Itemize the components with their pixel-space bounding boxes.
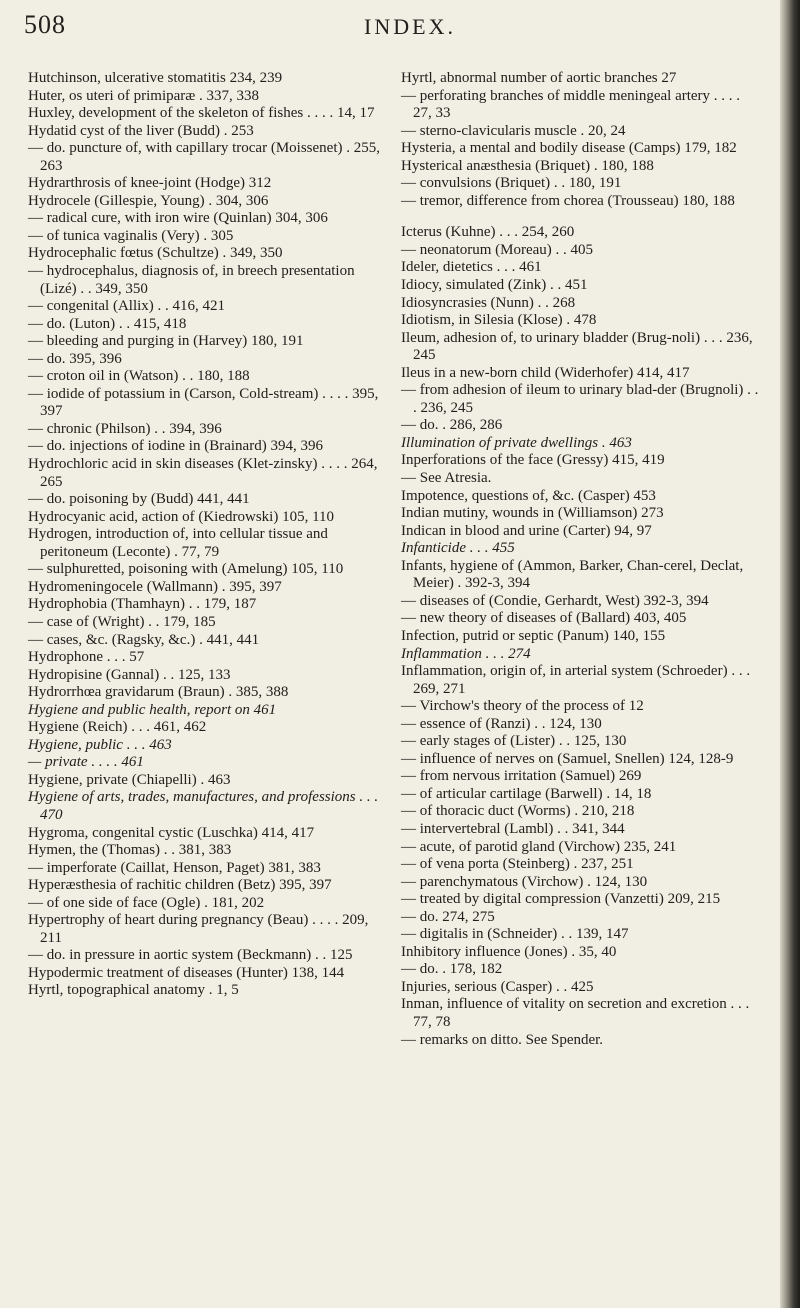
index-entry: Hyperæsthesia of rachitic children (Betz) 395, 397 [28, 877, 332, 894]
index-entry: Huter, os uteri of primiparæ . 337, 338 [28, 87, 260, 104]
index-entry: — imperforate (Caillat, Henson, Paget) 381, 383 [28, 859, 321, 876]
index-entry: — congenital (Allix) . . 416, 421 [28, 298, 226, 315]
index-entry: Hydrochloric acid in skin diseases (Klet-zinsky) . . . . 264, 265 [28, 456, 378, 490]
index-entry: Indican in blood and urine (Carter) 94, 97 [401, 522, 652, 539]
index-entry: — neonatorum (Moreau) . . 405 [401, 241, 594, 258]
index-entry: Hydropisine (Gannal) . . 125, 133 [28, 666, 231, 683]
index-entry: — do. poisoning by (Budd) 441, 441 [28, 491, 250, 508]
index-entry: Ileus in a new-born child (Widerhofer) 414, 417 [401, 364, 690, 381]
index-entry: Hutchinson, ulcerative stomatitis 234, 239 [28, 70, 283, 86]
index-entry: Hydrarthrosis of knee-joint (Hodge) 312 [28, 175, 272, 192]
index-entry: — convulsions (Briquet) . . 180, 191 [401, 175, 622, 192]
index-entry: Hysterical anæsthesia (Briquet) . 180, 188 [401, 157, 654, 174]
index-entry: — cases, &c. (Ragsky, &c.) . 441, 441 [28, 631, 260, 648]
index-entry: Hygiene of arts, trades, manufactures, and professions . . . 470 [28, 789, 379, 823]
index-entry: — do. in pressure in aortic system (Beckmann) . . 125 [28, 947, 353, 964]
section-gap [401, 210, 759, 224]
index-entry: Inperforations of the face (Gressy) 415, 419 [401, 452, 665, 469]
index-entry: Infection, putrid or septic (Panum) 140, 155 [401, 627, 666, 644]
index-entry: — do. puncture of, with capillary trocar (Moissenet) . 255, 263 [28, 140, 380, 174]
index-column-right [401, 70, 759, 1049]
index-entry: — do. (Luton) . . 415, 418 [28, 315, 187, 332]
index-entry: Hydatid cyst of the liver (Budd) . 253 [28, 122, 254, 139]
index-entry: — essence of (Ranzi) . . 124, 130 [401, 715, 602, 732]
index-entry: Inflammation, origin of, in arterial system (Schroeder) . . . 269, 271 [401, 663, 751, 697]
index-entry: — iodide of potassium in (Carson, Cold-stream) . . . . 395, 397 [28, 385, 379, 420]
index-entry: — case of (Wright) . . 179, 185 [28, 613, 216, 630]
index-entry: Infants, hygiene of (Ammon, Barker, Chan-cerel, Declat, Meier) . 392-3, 394 [401, 557, 744, 592]
index-entry: — chronic (Philson) . . 394, 396 [28, 420, 222, 437]
index-entry: — perforating branches of middle meningeal artery . . . . 27, 33 [401, 87, 741, 122]
index-entry: Hypodermic treatment of diseases (Hunter) 138, 144 [28, 964, 345, 981]
index-entry: — intervertebral (Lambl) . . 341, 344 [401, 820, 625, 837]
index-entry: — of one side of face (Ogle) . 181, 202 [28, 894, 265, 911]
index-entry: Ileum, adhesion of, to urinary bladder (Brug-noli) . . . 236, 245 [401, 329, 753, 364]
index-entry: Illumination of private dwellings . 463 [401, 434, 632, 451]
index-entry: Hydrophobia (Thamhayn) . . 179, 187 [28, 596, 257, 613]
index-entry: Inhibitory influence (Jones) . 35, 40 [401, 943, 617, 960]
running-head: INDEX. [364, 14, 456, 39]
index-entry: Hydrocephalic fœtus (Schultze) . 349, 350 [28, 245, 283, 262]
index-entry: — influence of nerves on (Samuel, Snellen) 124, 128-9 [401, 750, 734, 767]
index-entry: Icterus (Kuhne) . . . 254, 260 [401, 224, 575, 241]
index-entry: — new theory of diseases of (Ballard) 403, 405 [401, 610, 687, 627]
index-entry: Hygiene and public health, report on 461 [28, 701, 277, 718]
index-entry: — of vena porta (Steinberg) . 237, 251 [401, 856, 634, 873]
index-entry: Hydrorrhœa gravidarum (Braun) . 385, 388 [28, 684, 289, 701]
index-entry: — radical cure, with iron wire (Quinlan) 304, 306 [28, 210, 328, 227]
index-entry: Hygiene, public . . . 463 [28, 736, 172, 753]
scan-binding-edge [780, 0, 800, 1308]
index-entry: — remarks on ditto. See Spender. [401, 1031, 604, 1048]
index-entry: — bleeding and purging in (Harvey) 180, 191 [28, 333, 304, 350]
index-entry: Hydromeningocele (Wallmann) . 395, 397 [28, 578, 282, 595]
index-entry: — parenchymatous (Virchow) . 124, 130 [401, 873, 648, 890]
index-entry: Hydrogen, introduction of, into cellular tissue and peritoneum (Leconte) . 77, 79 [28, 526, 328, 560]
index-entry: Hyrtl, topographical anatomy . 1, 5 [28, 982, 239, 999]
index-entry: Idiocy, simulated (Zink) . . 451 [401, 277, 588, 294]
page-number: 508 [24, 10, 66, 39]
index-entry: — of thoracic duct (Worms) . 210, 218 [401, 803, 635, 820]
index-entry: — private . . . . 461 [28, 754, 144, 771]
index-entry: — early stages of (Lister) . . 125, 130 [401, 733, 627, 750]
index-entry: Hypertrophy of heart during pregnancy (Beau) . . . . 209, 211 [28, 912, 369, 946]
index-entry: — do. 274, 275 [401, 908, 495, 925]
index-entry: Hydrocyanic acid, action of (Kiedrowski) 105, 110 [28, 508, 335, 525]
index-entry: — acute, of parotid gland (Virchow) 235, 241 [401, 838, 677, 855]
index-entry: — tremor, difference from chorea (Trousseau) 180, 188 [401, 192, 735, 209]
index-entry: Hysteria, a mental and bodily disease (Camps) 179, 182 [401, 140, 737, 157]
index-entry: — sulphuretted, poisoning with (Amelung) 105, 110 [28, 561, 344, 578]
index-entry: — do. . 178, 182 [401, 961, 503, 978]
index-entry: — do. 395, 396 [28, 350, 122, 367]
index-entry: Hygiene, private (Chiapelli) . 463 [28, 771, 231, 788]
index-entry: Hymen, the (Thomas) . . 381, 383 [28, 842, 232, 859]
index-entry: Hydrocele (Gillespie, Young) . 304, 306 [28, 192, 269, 209]
index-entry: — hydrocephalus, diagnosis of, in breech presentation (Lizé) . . 349, 350 [28, 263, 355, 297]
index-entry: — See Atresia. [401, 470, 492, 487]
index-entry: Inflammation . . . 274 [401, 645, 531, 662]
index-entry: Infanticide . . . 455 [401, 540, 515, 557]
index-entry: — sterno-clavicularis muscle . 20, 24 [401, 122, 626, 139]
index-entry: Idiosyncrasies (Nunn) . . 268 [401, 294, 576, 311]
index-entry: — of articular cartilage (Barwell) . 14, 18 [401, 785, 652, 802]
index-entry: Hygiene (Reich) . . . 461, 462 [28, 719, 207, 736]
index-entry: — from nervous irritation (Samuel) 269 [401, 768, 642, 785]
index-entry: — from adhesion of ileum to urinary blad-der (Brugnoli) . . . 236, 245 [401, 382, 759, 416]
index-entry: — do. . 286, 286 [401, 417, 503, 434]
index-entry: — diseases of (Condie, Gerhardt, West) 392-3, 394 [401, 592, 709, 609]
index-column-left [28, 70, 380, 1000]
index-entry: Hydrophone . . . 57 [28, 649, 145, 666]
index-entry: — of tunica vaginalis (Very) . 305 [28, 227, 234, 244]
index-entry: Hyrtl, abnormal number of aortic branches 27 [401, 70, 677, 86]
index-entry: Ideler, dietetics . . . 461 [401, 259, 542, 276]
index-entry: Injuries, serious (Casper) . . 425 [401, 978, 594, 995]
index-entry: Hygroma, congenital cystic (Luschka) 414, 417 [28, 824, 315, 841]
index-entry: Idiotism, in Silesia (Klose) . 478 [401, 312, 597, 329]
index-entry: Huxley, development of the skeleton of fishes . . . . 14, 17 [28, 105, 375, 122]
index-entry: Indian mutiny, wounds in (Williamson) 273 [401, 505, 664, 522]
index-entry: Impotence, questions of, &c. (Casper) 453 [401, 487, 656, 504]
index-entry: — do. injections of iodine in (Brainard) 394, 396 [28, 438, 323, 455]
index-entry: — croton oil in (Watson) . . 180, 188 [28, 368, 250, 385]
index-entry: — Virchow's theory of the process of 12 [401, 698, 644, 715]
index-entry: — treated by digital compression (Vanzetti) 209, 215 [401, 891, 721, 908]
index-entry: Inman, influence of vitality on secretion and excretion . . . 77, 78 [401, 996, 750, 1030]
index-entry: — digitalis in (Schneider) . . 139, 147 [401, 926, 629, 943]
